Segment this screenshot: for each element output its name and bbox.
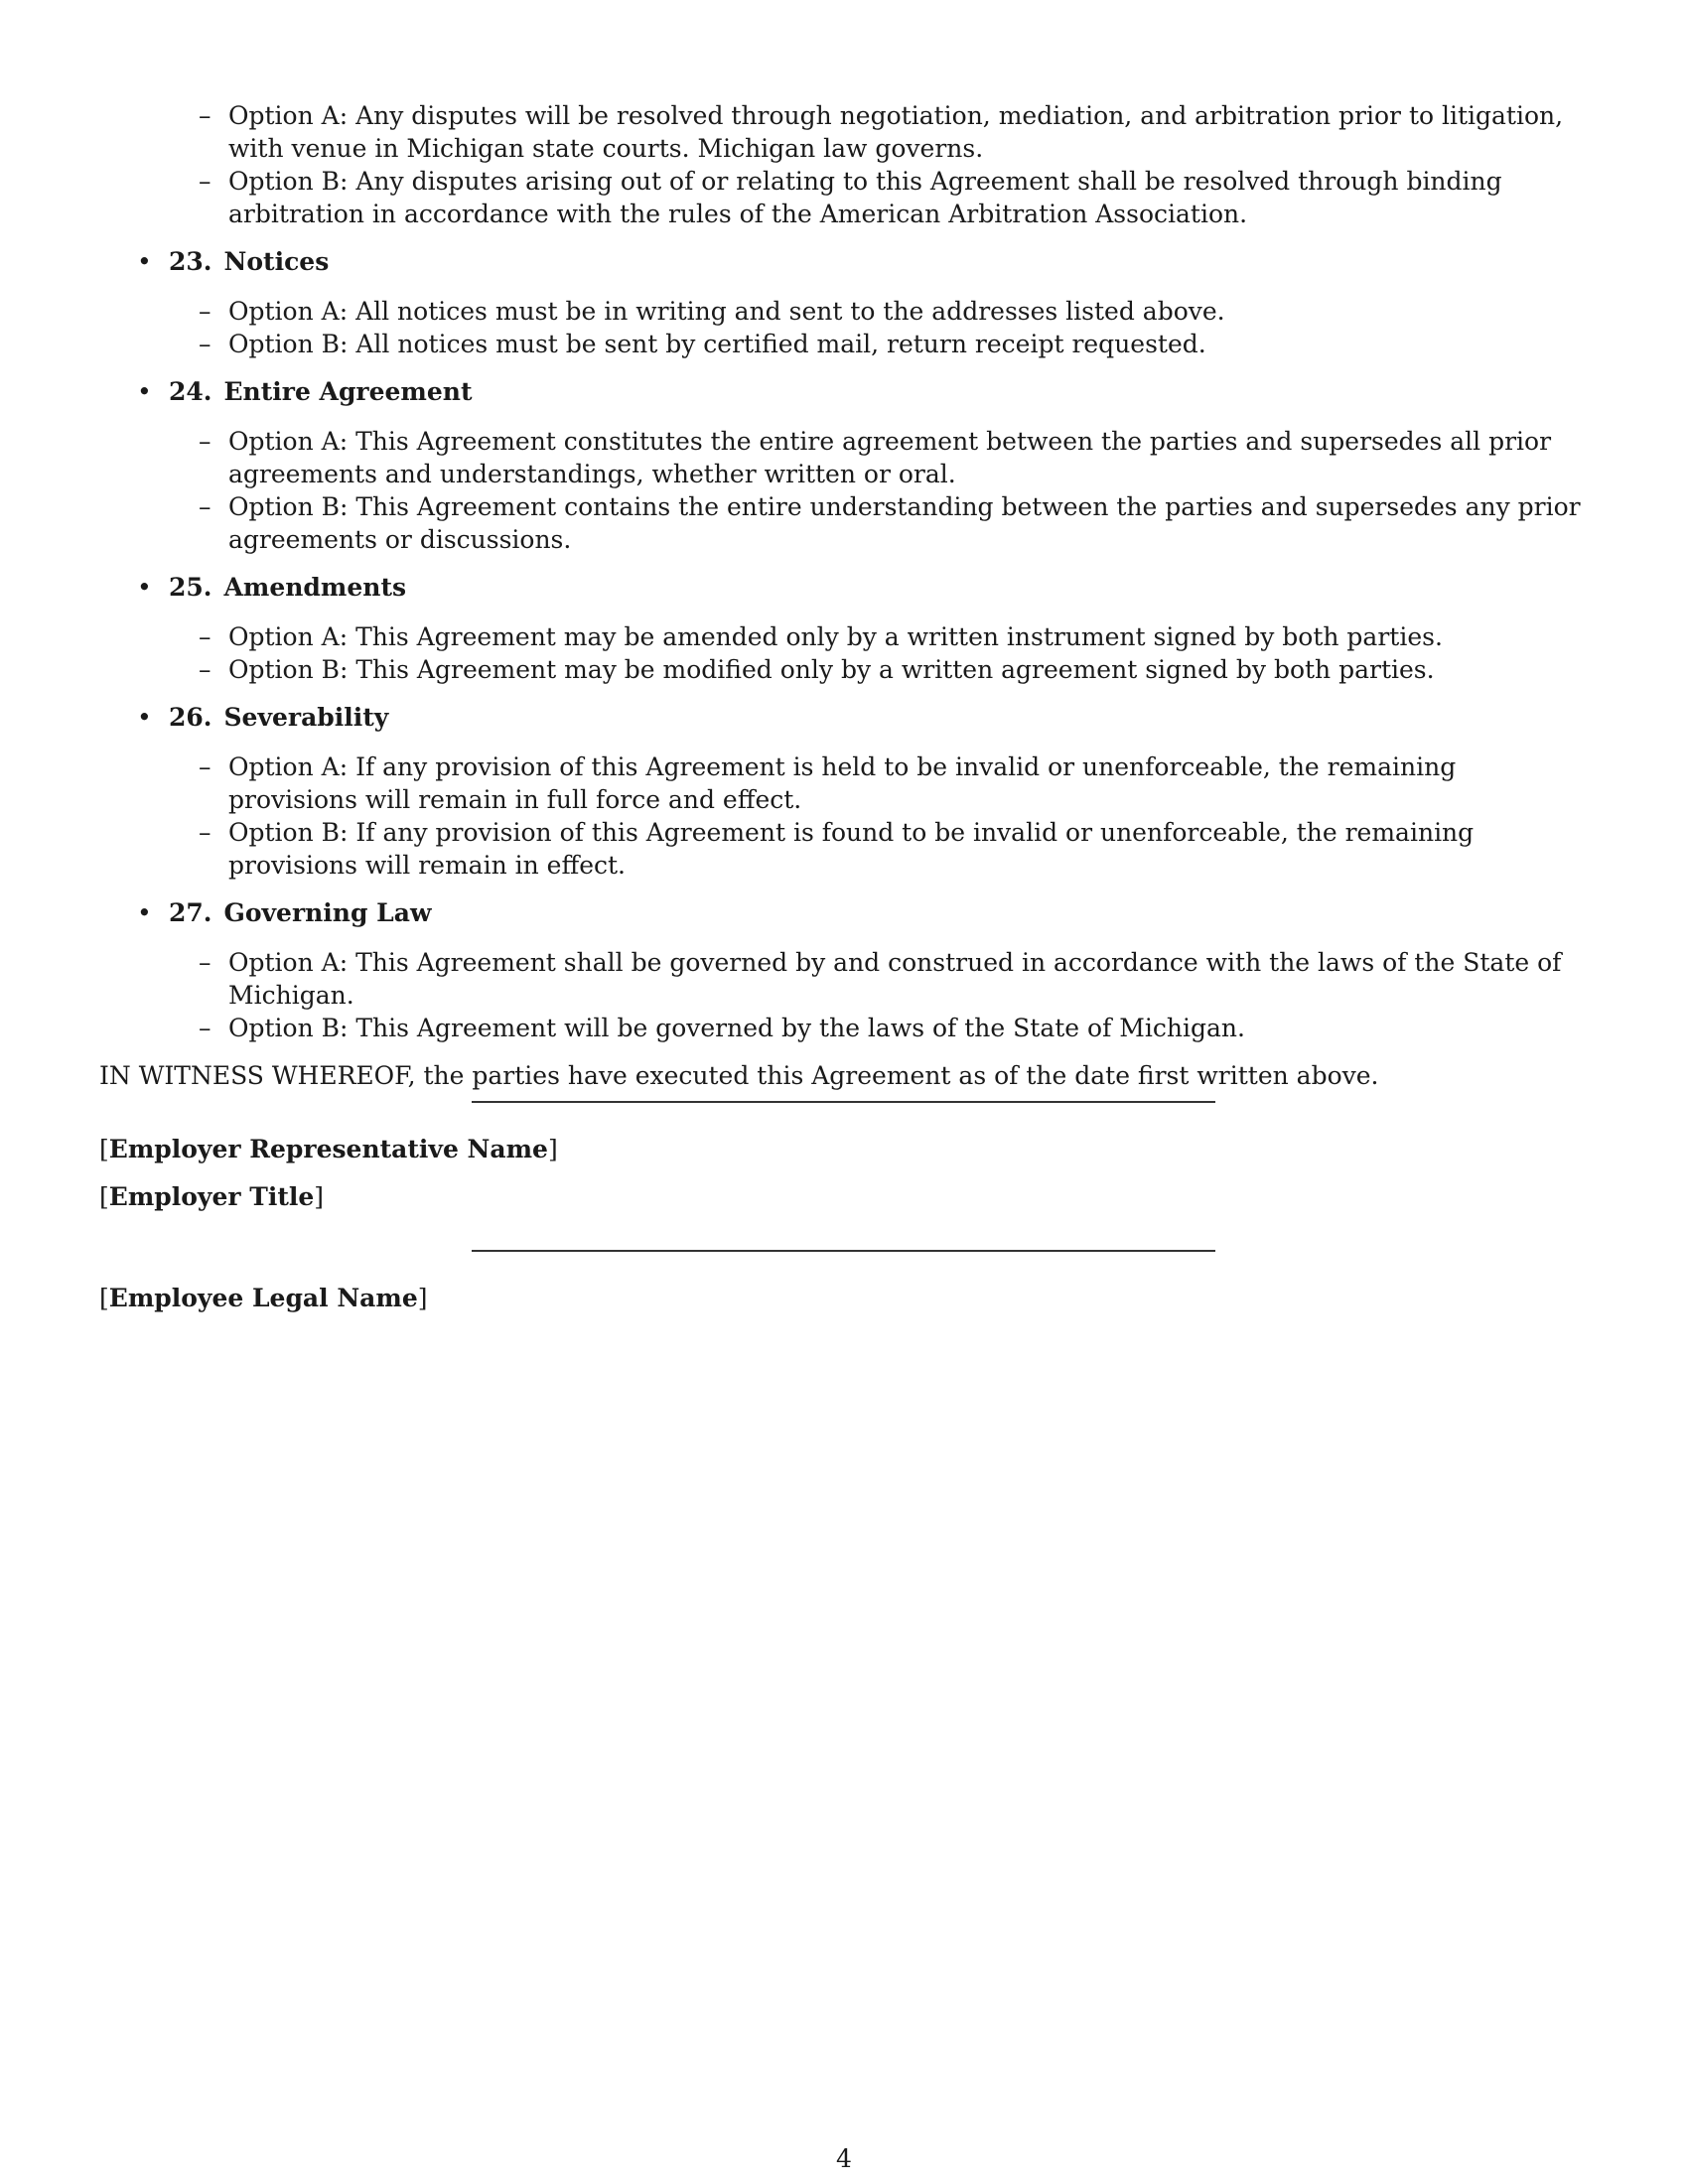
option-text: Option A: This Agreement constitutes the entire agreement between the parties and supersedes all prior agreements and understandings, whether written or oral. [228,427,1552,488]
section-title: Severability [223,703,389,732]
option-item [99,99,1589,165]
document-body [99,99,1589,1092]
option-item [99,490,1589,556]
dash-bullet: – [199,427,211,456]
section-number: 25. [169,573,212,602]
section-title: Entire Agreement [223,377,473,406]
section-25 [99,571,1589,686]
section-26 [99,701,1589,882]
employer-signature-line [472,1101,1215,1103]
employer-title-label: [Employer Title] [99,1182,325,1211]
dash-bullet: – [199,330,211,358]
section-heading [99,701,1589,734]
dash-bullet: – [199,167,211,196]
section-options [99,751,1589,882]
section-number: 26. [169,703,212,732]
option-item [99,946,1589,1012]
option-item [99,328,1589,360]
option-item [99,165,1589,230]
bullet-icon: • [137,377,152,406]
option-text: Option A: This Agreement may be amended only by a written instrument signed by both parties. [228,622,1443,651]
employer-title-text: Employer Title [108,1182,315,1211]
section-24 [99,375,1589,556]
section-number: 23. [169,247,212,276]
employee-name-label: [Employee Legal Name] [99,1284,428,1312]
option-item [99,620,1589,653]
option-text: Option B: All notices must be sent by certified mail, return receipt requested. [228,330,1206,358]
section-number: 27. [169,898,212,927]
bullet-icon: • [137,898,152,927]
section-title: Notices [223,247,330,276]
section-22-options [99,99,1589,230]
dash-bullet: – [199,101,211,130]
section-27 [99,896,1589,1044]
section-heading [99,571,1589,604]
option-text: Option B: This Agreement will be governed by the laws of the State of Michigan. [228,1014,1245,1042]
option-text: Option A: This Agreement shall be governed by and construed in accordance with the laws of the State of Michigan. [228,948,1562,1010]
page-number: 4 [836,2144,852,2173]
dash-bullet: – [199,1014,211,1042]
option-text: Option A: If any provision of this Agreement is held to be invalid or unenforceable, the remaining provisions will remain in full force and effect. [228,752,1457,814]
option-text: Option A: Any disputes will be resolved through negotiation, mediation, and arbitration prior to litigation, with venue in Michigan state courts. Michigan law governs. [228,101,1564,163]
witness-clause: IN WITNESS WHEREOF, the parties have executed this Agreement as of the date first written above. [99,1061,1379,1090]
section-options [99,620,1589,686]
dash-bullet: – [199,818,211,847]
option-item [99,816,1589,882]
option-item [99,653,1589,686]
dash-bullet: – [199,297,211,326]
dash-bullet: – [199,752,211,781]
option-item [99,295,1589,328]
option-text: Option B: If any provision of this Agreement is found to be invalid or unenforceable, the remaining provisions will remain in effect. [228,818,1475,880]
section-title: Governing Law [223,898,432,927]
section-title: Amendments [223,573,407,602]
option-text: Option B: This Agreement may be modified only by a written agreement signed by both parties. [228,655,1435,684]
bullet-icon: • [137,703,152,732]
section-options [99,295,1589,360]
dash-bullet: – [199,492,211,521]
option-item [99,751,1589,816]
bullet-icon: • [137,573,152,602]
section-heading [99,896,1589,929]
option-item [99,1012,1589,1044]
bullet-icon: • [137,247,152,276]
section-number: 24. [169,377,212,406]
section-options [99,425,1589,556]
section-heading [99,245,1589,278]
employer-name-text: Employer Representative Name [108,1135,548,1163]
option-text: Option A: All notices must be in writing and sent to the addresses listed above. [228,297,1225,326]
dash-bullet: – [199,948,211,977]
section-options [99,946,1589,1044]
dash-bullet: – [199,622,211,651]
employee-name-text: Employee Legal Name [108,1284,418,1312]
option-text: Option B: Any disputes arising out of or relating to this Agreement shall be resolved through binding arbitration in accordance with the rules of the American Arbitration Association. [228,167,1502,228]
section-heading [99,375,1589,408]
option-item [99,425,1589,490]
section-23 [99,245,1589,360]
dash-bullet: – [199,655,211,684]
employer-name-label: [Employer Representative Name] [99,1135,558,1163]
option-text: Option B: This Agreement contains the entire understanding between the parties and supersedes any prior agreements or discussions. [228,492,1581,554]
employee-signature-line [472,1250,1215,1252]
